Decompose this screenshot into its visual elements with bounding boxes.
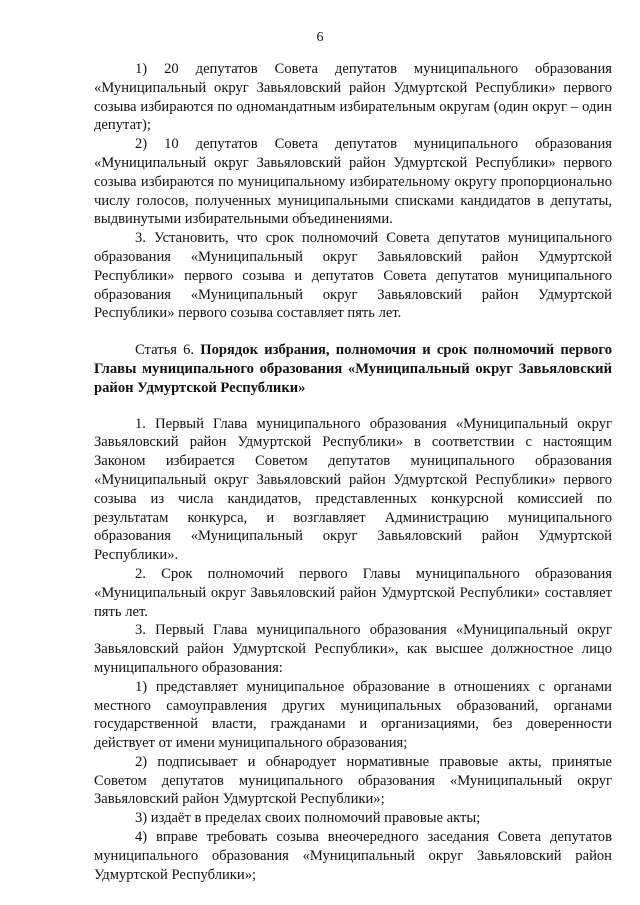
article-title: Порядок избрания, полномочия и срок полномочий первого Главы муниципального образования «Муниципальный округ Завьяловский район Удмуртской Республики» xyxy=(94,342,612,396)
article-heading xyxy=(94,341,612,397)
article-number: Статья 6. xyxy=(135,342,201,359)
paragraph-subitem-4: 4) вправе требовать созыва внеочередного заседания Совета депутатов муниципального образования «Муниципальный округ Завьяловский район Удмуртской Республики»; xyxy=(94,829,612,883)
paragraph-subitem-1: 1) представляет муниципальное образование в отношениях с органами местного самоуправления других муниципальных образований, органами государственной власти, гражданами и организациями, без доверенности действует от имени муниципального образования; xyxy=(94,678,612,752)
paragraph-item-1: 1) 20 депутатов Совета депутатов муниципального образования «Муниципальный округ Завьяловский район Удмуртской Республики» первого созыва избираются по одномандатным избирательным округам (один округ – один депутат); xyxy=(94,61,612,134)
paragraph-item-2: 2) 10 депутатов Совета депутатов муниципального образования «Муниципальный округ Завьяловский район Удмуртской Республики» первого созыва избираются по муниципальному избирательному округу пропорционально числу голосов, полученных муниципальными списками кандидатов в депутаты, выдвинутыми избирательными объединениями. xyxy=(94,136,612,228)
paragraph-article-point-3: 3. Первый Глава муниципального образования «Муниципальный округ Завьяловский район Удмуртской Республики», как высшее должностное лицо муниципального образования: xyxy=(94,622,612,676)
paragraph-subitem-2: 2) подписывает и обнародует нормативные правовые акты, принятые Советом депутатов муниципального образования «Муниципальный округ Завьяловский район Удмуртской Республики»; xyxy=(94,753,612,808)
paragraph-article-point-1: 1. Первый Глава муниципального образования «Муниципальный округ Завьяловский район Удмуртской Республики» в соответствии с настоящим Законом избирается Советом депутатов муниципального образования «Муниципальный округ Завьяловский район Удмуртской Республики» первого созыва из числа кандидатов, представленных конкурсной комиссией по результатам конкурса, и возглавляет Администрацию муниципального образования «Муниципальный округ Завьяловский район Удмуртской Республики». xyxy=(94,415,612,564)
paragraph-section-3: 3. Установить, что срок полномочий Совета депутатов муниципального образования «Муниципальный округ Завьяловский район Удмуртской Республики» первого созыва и депутатов Совета депутатов муниципального образования «Муниципальный округ Завьяловский район Удмуртской Республики» первого созыва составляет пять лет. xyxy=(94,230,612,322)
page-number: 6 xyxy=(316,30,324,45)
document-body xyxy=(94,60,612,884)
paragraph-article-point-2: 2. Срок полномочий первого Главы муниципального образования «Муниципальный округ Завьяловский район Удмуртской Республики» составляет пять лет. xyxy=(94,565,612,620)
paragraph-subitem-3: 3) издаёт в пределах своих полномочий правовые акты; xyxy=(135,810,481,827)
